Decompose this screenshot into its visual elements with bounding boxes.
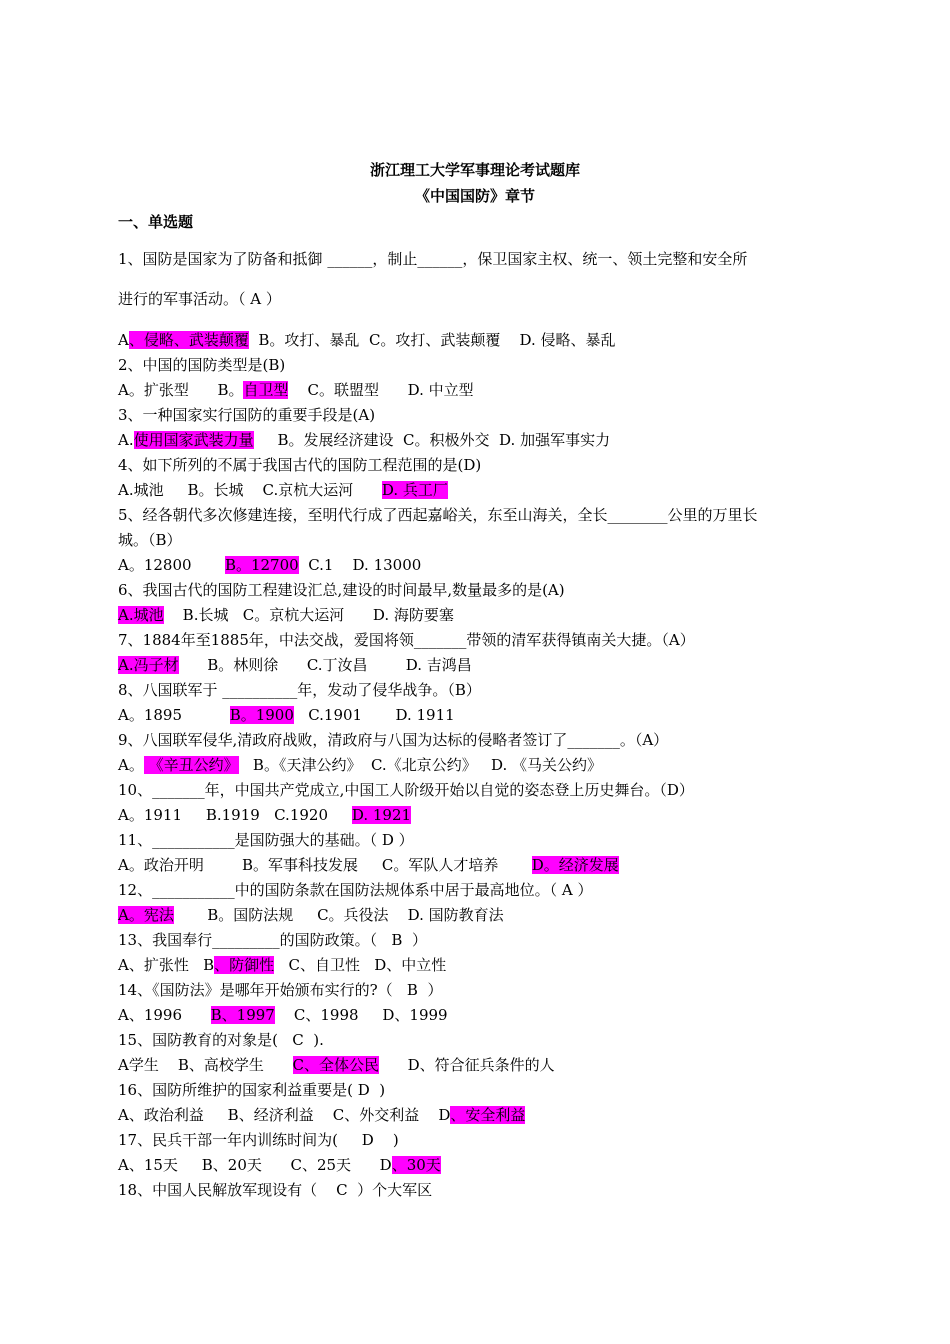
highlighted-answer: D. 1921 [351, 806, 412, 824]
text-line [118, 705, 838, 725]
line-text: 14、《国防法》是哪年开始颁布实行的?（ B ） [118, 981, 443, 999]
text-line [118, 880, 838, 900]
line-text: 6、我国古代的国防工程建设汇总,建设的时间最早,数量最多的是(A) [118, 581, 565, 599]
text-line [118, 405, 838, 425]
text-line [118, 955, 838, 975]
line-text: A学生 B、高校学生 [118, 1056, 293, 1074]
text-line [118, 249, 838, 269]
highlighted-answer: A.城池 [118, 606, 164, 624]
text-line [118, 330, 838, 350]
text-line [118, 380, 838, 400]
line-text: C、自卫性 D、中立性 [274, 956, 447, 974]
line-text: B.长城 C。京杭大运河 D. 海防要塞 [163, 606, 454, 624]
highlighted-answer: A.冯子材 [118, 656, 179, 674]
highlighted-answer: 、侵略、武装颠覆 [128, 331, 249, 349]
line-text: 2、中国的国防类型是(B) [118, 356, 286, 374]
text-line [118, 1105, 838, 1125]
line-text: 18、中国人民解放军现设有（ C ）个大军区 [118, 1181, 433, 1199]
text-line [118, 605, 838, 625]
line-text: 1、国防是国家为了防备和抵御 ______，制止______，保卫国家主权、统一、领土完整和安全所 [118, 250, 748, 268]
line-text: 进行的军事活动。（ A ） [118, 290, 281, 308]
text-line [118, 1055, 838, 1075]
text-line [118, 905, 838, 925]
highlighted-answer: 自卫型 [243, 381, 289, 399]
text-line [118, 805, 838, 825]
line-text: C。联盟型 D. 中立型 [288, 381, 474, 399]
line-text: 12、___________中的国防条款在国防法规体系中居于最高地位。（ A ） [118, 881, 593, 899]
text-line [118, 1130, 838, 1150]
line-text: A、1996 [118, 1006, 211, 1024]
text-line [118, 755, 838, 775]
line-text: A、扩张性 B [118, 956, 215, 974]
highlighted-answer: B。12700 [224, 556, 299, 574]
line-text: A。1911 B.1919 C.1920 [118, 806, 352, 824]
text-line [118, 505, 838, 525]
text-line [118, 555, 838, 575]
line-text: A。政治开明 B。军事科技发展 C。军队人才培养 [118, 856, 532, 874]
text-line [118, 289, 838, 309]
line-text: 10、_______年，中国共产党成立,中国工人阶级开始以自觉的姿态登上历史舞台。（D） [118, 781, 694, 799]
line-text: C、1998 D、1999 [274, 1006, 448, 1024]
doc-subtitle: 《中国国防》章节 [414, 187, 535, 205]
highlighted-answer: 、30天 [391, 1156, 441, 1174]
line-text: C.1901 D. 1911 [293, 706, 455, 724]
line-text: A [118, 331, 129, 349]
line-text: A. [118, 431, 134, 449]
text-line [118, 455, 838, 475]
line-text: 9、八国联军侵华,清政府战败，清政府与八国为达标的侵略者签订了_______。（A） [118, 731, 669, 749]
line-text: B。发展经济建设 C。积极外交 D. 加强军事实力 [253, 431, 611, 449]
text-line [118, 655, 838, 675]
highlighted-answer: 、安全利益 [450, 1106, 526, 1124]
line-text: 5、经各朝代多次修建连接，至明代行成了西起嘉峪关，东至山海关，全长________公里的万里长 [118, 506, 758, 524]
highlighted-answer: 、防御性 [214, 956, 275, 974]
text-line [118, 530, 838, 550]
line-text: B。攻打、暴乱 C。攻打、武装颠覆 D. 侵略、暴乱 [248, 331, 616, 349]
highlighted-answer: D。经济发展 [531, 856, 619, 874]
highlighted-answer: B、1997 [210, 1006, 275, 1024]
line-text: 8、八国联军于 __________年，发动了侵华战争。（B） [118, 681, 481, 699]
highlighted-answer: 《辛丑公约》 [143, 756, 239, 774]
doc-title: 浙江理工大学军事理论考试题库 [369, 161, 580, 179]
line-text: 13、我国奉行_________的国防政策。（ B ） [118, 931, 427, 949]
text-line [118, 580, 838, 600]
text-line [118, 1030, 838, 1050]
line-text: A。扩张型 B。 [118, 381, 244, 399]
line-text: A.城池 B。长城 C.京杭大运河 [118, 481, 382, 499]
line-text: 4、如下所列的不属于我国古代的国防工程范围的是(D) [118, 456, 482, 474]
text-line [118, 1080, 838, 1100]
line-text: 17、民兵干部一年内训练时间为( D ) [118, 1131, 399, 1149]
line-text: 15、国防教育的对象是( C ). [118, 1031, 324, 1049]
text-line [118, 930, 838, 950]
line-text: A、15天 B、20天 C、25天 D [118, 1156, 392, 1174]
line-text: A、政治利益 B、经济利益 C、外交利益 D [118, 1106, 451, 1124]
line-text: A。 [118, 756, 144, 774]
line-text: 11、___________是国防强大的基础。（ D ） [118, 831, 414, 849]
text-line [118, 1005, 838, 1025]
line-text: 7、1884年至1885年，中法交战，爱国将领_______带领的清军获得镇南关大捷。（A） [118, 631, 695, 649]
text-line [118, 480, 838, 500]
text-line [118, 1180, 838, 1200]
text-line [118, 430, 838, 450]
text-line [118, 730, 838, 750]
line-text: D、符合征兵条件的人 [379, 1056, 555, 1074]
line-text: A。1895 [118, 706, 230, 724]
text-line [118, 780, 838, 800]
line-text: 3、一种国家实行国防的重要手段是(A) [118, 406, 376, 424]
text-line [118, 630, 838, 650]
highlighted-answer: 使用国家武装力量 [133, 431, 254, 449]
line-text: 16、国防所维护的国家利益重要是( D ) [118, 1081, 386, 1099]
text-line [118, 680, 838, 700]
line-text: 城。（B） [118, 531, 182, 549]
text-line [118, 830, 838, 850]
text-line [118, 355, 838, 375]
highlighted-answer: B。1900 [229, 706, 294, 724]
highlighted-answer: A。宪法 [118, 906, 174, 924]
line-text: B。林则徐 C.丁汝昌 D. 吉鸿昌 [178, 656, 472, 674]
line-text: A。12800 [118, 556, 225, 574]
text-line [118, 855, 838, 875]
highlighted-answer: D. 兵工厂 [381, 481, 448, 499]
section-heading: 一、单选题 [118, 213, 194, 231]
line-text: C.1 D. 13000 [298, 556, 422, 574]
text-line [118, 980, 838, 1000]
highlighted-answer: C、全体公民 [292, 1056, 380, 1074]
line-text: B。《天津公约》 C.《北京公约》 D. 《马关公约》 [238, 756, 603, 774]
line-text: B。国防法规 C。兵役法 D. 国防教育法 [173, 906, 504, 924]
text-line [118, 1155, 838, 1175]
